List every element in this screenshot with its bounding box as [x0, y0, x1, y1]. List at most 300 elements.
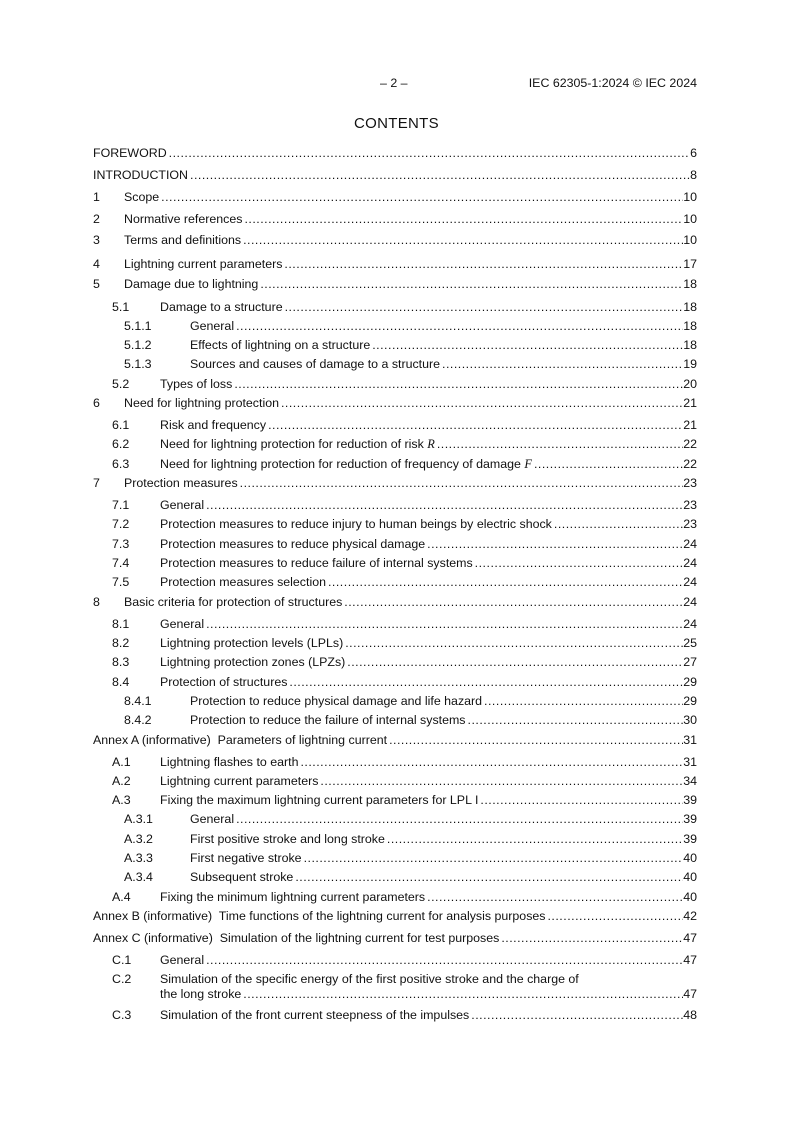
toc-entry-page: 17: [683, 257, 697, 271]
toc-entry-title: [124, 212, 242, 227]
toc-entry-title: [93, 931, 499, 946]
toc-entry-title-text: Scope: [124, 190, 160, 204]
toc-entry-body: [124, 396, 697, 411]
toc-entry-number: C.3: [112, 1008, 132, 1022]
dot-leader: [244, 212, 683, 227]
toc-entry-body: [160, 1008, 697, 1023]
dot-leader: [468, 713, 684, 728]
toc-entry-title-text: Lightning flashes to earth: [160, 755, 299, 769]
toc-entry-title: Simulation of the specific energy of the first positive stroke and the charge of: [160, 972, 579, 986]
toc-entry-title: [124, 476, 238, 491]
toc-entry-number: 2: [93, 212, 100, 226]
toc-entry-page: 27: [683, 655, 697, 669]
toc-entry-page: 23: [683, 476, 697, 490]
toc-entry-body: [160, 774, 697, 789]
toc-entry-title: [93, 168, 188, 183]
toc-entry[interactable]: [93, 168, 697, 183]
toc-entry-title: [160, 418, 266, 433]
toc-entry-body: [160, 437, 697, 452]
dot-leader: [240, 476, 684, 491]
toc-entry[interactable]: [93, 257, 697, 272]
toc-entry-body: [93, 733, 697, 748]
toc-entry-title: [160, 636, 343, 651]
toc-entry[interactable]: [93, 953, 697, 968]
toc-entry-page: 29: [683, 694, 697, 708]
toc-entry[interactable]: [93, 713, 697, 728]
toc-entry-page: 25: [683, 636, 697, 650]
page-number: – 2 –: [380, 76, 408, 90]
toc-entry[interactable]: [93, 755, 697, 770]
dot-leader: [243, 233, 683, 248]
toc-entry[interactable]: [93, 146, 697, 161]
toc-entry-body: [160, 537, 697, 552]
toc-entry-title-text: Fixing the maximum lightning current parameters for LPL I: [160, 793, 479, 807]
toc-entry-page: 24: [683, 617, 697, 631]
toc-entry-title: [124, 396, 279, 411]
toc-entry[interactable]: [93, 617, 697, 632]
toc-entry-number: 8: [93, 595, 100, 609]
toc-entry-title: [160, 755, 298, 770]
dot-leader: [161, 190, 683, 205]
toc-entry-body: [190, 694, 697, 709]
toc-entry-title-text: FOREWORD: [93, 146, 167, 160]
dot-leader: [169, 146, 690, 161]
toc-entry-title: [190, 832, 385, 847]
toc-entry-title-text: Types of loss: [160, 377, 233, 391]
toc-entry-title: [160, 617, 204, 632]
toc-entry-title-text: Protection measures to reduce physical damage: [160, 537, 426, 551]
toc-entry-body: [160, 457, 697, 472]
toc-entry-title-text: Need for lightning protection: [124, 396, 279, 410]
toc-entry-page: 39: [683, 832, 697, 846]
toc-entry-variable: R: [427, 437, 435, 451]
toc-entry-title: [124, 233, 241, 248]
toc-entry[interactable]: [93, 931, 697, 946]
toc-entry-number: 5.1.1: [124, 319, 152, 333]
toc-entry-body: [93, 931, 697, 946]
toc-entry[interactable]: [93, 636, 697, 651]
toc-entry[interactable]: [93, 377, 697, 392]
toc-entry-page: 8: [690, 168, 697, 182]
toc-entry-title-text: Annex C (informative) Simulation of the lightning current for test purposes: [93, 931, 500, 945]
toc-entry-body: [160, 755, 697, 770]
toc-entry[interactable]: [93, 832, 697, 847]
toc-entry-number: A.3.4: [124, 870, 153, 884]
toc-entry[interactable]: [93, 190, 697, 205]
toc-entry-title-text: General: [160, 617, 205, 631]
dot-leader: [320, 774, 683, 789]
toc-entry-title: [160, 774, 318, 789]
toc-entry-body: [124, 277, 697, 292]
toc-entry-body: [190, 319, 697, 334]
toc-entry[interactable]: [93, 694, 697, 709]
toc-entry-title: [160, 437, 435, 452]
toc-entry-page: 10: [683, 212, 697, 226]
toc-entry-title: [160, 498, 204, 513]
toc-entry-body: [93, 146, 697, 161]
toc-entry-title-text: Need for lightning protection for reduction of risk: [160, 437, 428, 451]
toc-entry-page: 39: [683, 793, 697, 807]
toc-entry-title: [160, 675, 287, 690]
toc-entry-body: [160, 890, 697, 905]
toc-entry-title-text: General: [160, 953, 205, 967]
toc-entry-page: 31: [683, 733, 697, 747]
toc-entry-body: [124, 257, 697, 272]
toc-entry-title: [160, 953, 204, 968]
toc-entry-number: 8.4: [112, 675, 130, 689]
toc-entry-title: [93, 733, 387, 748]
dot-leader: [284, 257, 683, 272]
toc-entry-title-text: Protection to reduce the failure of internal systems: [190, 713, 466, 727]
toc-entry-title: [160, 517, 552, 532]
toc-entry-body: [93, 168, 697, 183]
toc-entry[interactable]: [93, 793, 697, 808]
dot-leader: [480, 793, 683, 808]
toc-entry[interactable]: [93, 733, 697, 748]
toc-entry-title-text: Lightning protection levels (LPLs): [160, 636, 344, 650]
toc-entry-title-continued: the long stroke: [160, 987, 242, 1001]
dot-leader: [236, 812, 683, 827]
toc-entry-title-text: Lightning current parameters: [160, 774, 319, 788]
toc-entry-title-text: Effects of lightning on a structure: [190, 338, 371, 352]
toc-entry-body: [190, 338, 697, 353]
toc-entry[interactable]: [93, 418, 697, 433]
toc-entry-page: 48: [683, 1008, 697, 1022]
dot-leader: [328, 575, 683, 590]
toc-entry-page: 29: [683, 675, 697, 689]
dot-leader: [427, 537, 683, 552]
toc-entry-number: 7.5: [112, 575, 130, 589]
toc-entry-page: 47: [683, 987, 697, 1001]
toc-entry-number: 6: [93, 396, 100, 410]
dot-leader: [289, 675, 683, 690]
toc-entry-body: [160, 517, 697, 532]
dot-leader: [300, 755, 683, 770]
toc-entry[interactable]: [93, 277, 697, 292]
toc-entry-title-text: General: [160, 498, 205, 512]
toc-entry-title-text: INTRODUCTION: [93, 168, 188, 182]
dot-leader: [268, 418, 683, 433]
toc-entry-number: 5.1.3: [124, 357, 152, 371]
toc-entry-body: [160, 418, 697, 433]
toc-entry[interactable]: [93, 655, 697, 670]
toc-entry-title-text: Protection measures to reduce failure of internal systems: [160, 556, 473, 570]
toc-entry-body: [160, 498, 697, 513]
toc-entry-number: 5.1: [112, 300, 130, 314]
toc-entry-body: [124, 212, 697, 227]
dot-leader: [437, 437, 683, 452]
dot-leader: [554, 517, 683, 532]
toc-entry-page: 24: [683, 595, 697, 609]
toc-entry-title: [93, 909, 545, 924]
toc-entry-title: [160, 655, 345, 670]
toc-entry-title: [190, 713, 466, 728]
toc-entry[interactable]: [93, 870, 697, 885]
toc-entry-body: [160, 655, 697, 670]
toc-entry[interactable]: [93, 498, 697, 513]
toc-entry-body: [160, 575, 697, 590]
toc-entry-title-text: General: [190, 319, 235, 333]
toc-entry[interactable]: [93, 1008, 697, 1023]
toc-entry-title-text: Lightning protection zones (LPZs): [160, 655, 346, 669]
toc-entry-number: A.3.1: [124, 812, 153, 826]
dot-leader: [344, 595, 683, 610]
toc-entry-title: [160, 1008, 469, 1023]
toc-entry[interactable]: [93, 909, 697, 924]
toc-entry-number: 8.4.1: [124, 694, 152, 708]
toc-entry-page: 21: [683, 396, 697, 410]
toc-entry-page: 10: [683, 190, 697, 204]
toc-entry-page: 24: [683, 537, 697, 551]
toc-entry-title-text: Damage to a structure: [160, 300, 283, 314]
toc-entry-number: 3: [93, 233, 100, 247]
toc-entry-body: [160, 300, 697, 315]
toc-entry-title-text: Protection measures selection: [160, 575, 326, 589]
toc-entry[interactable]: [93, 972, 697, 1004]
toc-entry-page: 22: [683, 457, 697, 471]
toc-entry-number: 1: [93, 190, 100, 204]
dot-leader: [190, 168, 690, 183]
dot-leader: [484, 694, 683, 709]
toc-entry-number: 7: [93, 476, 100, 490]
toc-entry-page: 40: [683, 851, 697, 865]
toc-entry-page: 47: [683, 953, 697, 967]
toc-entry-title: [160, 377, 232, 392]
toc-entry-title-text: Terms and definitions: [124, 233, 242, 247]
dot-leader: [304, 851, 684, 866]
toc-entry-title-text: Lightning current parameters: [124, 257, 283, 271]
toc-entry-title: [160, 556, 473, 571]
toc-entry-page: 23: [683, 517, 697, 531]
toc-entry-number: 7.2: [112, 517, 130, 531]
toc-entry-body: [124, 476, 697, 491]
dot-leader: [234, 377, 683, 392]
dot-leader: [295, 870, 683, 885]
toc-entry-page: 47: [683, 931, 697, 945]
toc-entry-title-text: Protection measures to reduce injury to human beings by electric shock: [160, 517, 552, 531]
toc-entry-variable: F: [524, 457, 532, 471]
toc-entry-page: 18: [683, 277, 697, 291]
dot-leader: [347, 655, 683, 670]
toc-entry[interactable]: [93, 300, 697, 315]
toc-entry-body: [124, 233, 697, 248]
toc-entry-title: [160, 300, 283, 315]
toc-entry-number: 7.1: [112, 498, 130, 512]
toc-entry[interactable]: [93, 357, 697, 372]
toc-entry-page: 24: [683, 575, 697, 589]
toc-entry-title: [190, 338, 370, 353]
toc-entry[interactable]: [93, 675, 697, 690]
toc-entry[interactable]: [93, 556, 697, 571]
toc-entry-title: [124, 595, 342, 610]
toc-entry-title-text: Basic criteria for protection of structures: [124, 595, 343, 609]
toc-entry-page: 40: [683, 890, 697, 904]
toc-entry-body: [160, 793, 697, 808]
toc-entry-title-text: Simulation of the front current steepness of the impulses: [160, 1008, 470, 1022]
toc-entry-title: [190, 870, 293, 885]
toc-entry-page: 39: [683, 812, 697, 826]
toc-entry-number: A.2: [112, 774, 131, 788]
document-reference: IEC 62305-1:2024 © IEC 2024: [528, 76, 697, 90]
toc-entry-page: 42: [683, 909, 697, 923]
toc-entry-page: 18: [683, 300, 697, 314]
toc-entry-title: [160, 537, 425, 552]
toc-entry-page: 10: [683, 233, 697, 247]
toc-entry-title: [190, 694, 482, 709]
toc-entry-page: 19: [683, 357, 697, 371]
toc-entry[interactable]: [93, 517, 697, 532]
toc-entry-title: [124, 277, 258, 292]
toc-entry-page: 30: [683, 713, 697, 727]
dot-leader: [501, 931, 683, 946]
toc-entry-title-text: Protection measures: [124, 476, 238, 490]
toc-entry-title: [93, 146, 167, 161]
toc-entry[interactable]: [93, 774, 697, 789]
toc-entry-body: [190, 870, 697, 885]
toc-entry-page: 24: [683, 556, 697, 570]
toc-entry-number: C.1: [112, 953, 132, 967]
toc-entry-body: [160, 556, 697, 571]
toc-entry-body: [190, 851, 697, 866]
toc-entry-page: 22: [683, 437, 697, 451]
toc-entry-body: [160, 617, 697, 632]
toc-entry-number: A.3: [112, 793, 131, 807]
dot-leader: [206, 617, 683, 632]
toc-entry[interactable]: [93, 595, 697, 610]
toc-entry-title-text: Annex B (informative) Time functions of the lightning current for analysis purposes: [93, 909, 546, 923]
toc-entry-title: [190, 357, 440, 372]
dot-leader: [236, 319, 683, 334]
dot-leader: [471, 1008, 683, 1023]
toc-entry-title-text: Need for lightning protection for reduction of frequency of damage: [160, 457, 525, 471]
toc-entry-page: 40: [683, 870, 697, 884]
dot-leader: [534, 457, 683, 472]
toc-entry-number: 8.2: [112, 636, 130, 650]
toc-entry-body: [160, 636, 697, 651]
toc-entry-number: 4: [93, 257, 100, 271]
contents-title: CONTENTS: [354, 115, 439, 132]
dot-leader: [281, 396, 683, 411]
toc-entry-body: [160, 377, 697, 392]
toc-entry[interactable]: [93, 212, 697, 227]
toc-entry-page: 18: [683, 319, 697, 333]
toc-entry[interactable]: [93, 338, 697, 353]
toc-entry-title: [190, 851, 302, 866]
toc-entry-number: A.4: [112, 890, 131, 904]
toc-entry-title-text: Protection to reduce physical damage and life hazard: [190, 694, 483, 708]
toc-entry[interactable]: [93, 396, 697, 411]
toc-entry-body: [124, 190, 697, 205]
toc-entry-number: A.1: [112, 755, 131, 769]
toc-entry-body: [160, 972, 697, 1002]
toc-entry-title: [160, 890, 425, 905]
toc-entry-body: [190, 713, 697, 728]
dot-leader: [389, 733, 683, 748]
toc-entry-title-text: General: [190, 812, 235, 826]
toc-entry-number: 5: [93, 277, 100, 291]
toc-entry-page: 21: [683, 418, 697, 432]
toc-entry[interactable]: [93, 537, 697, 552]
toc-entry-body: [124, 595, 697, 610]
dot-leader: [206, 498, 683, 513]
toc-entry-title-text: Damage due to lightning: [124, 277, 259, 291]
toc-entry-body: [160, 675, 697, 690]
toc-entry-title: [160, 793, 478, 808]
toc-entry-number: 5.2: [112, 377, 130, 391]
toc-entry-body: [190, 832, 697, 847]
toc-entry-title-text: First negative stroke: [190, 851, 302, 865]
dot-leader: [285, 300, 684, 315]
toc-entry-title-text: First positive stroke and long stroke: [190, 832, 385, 846]
toc-entry-number: 8.1: [112, 617, 130, 631]
dot-leader: [475, 556, 684, 571]
toc-entry-number: 5.1.2: [124, 338, 152, 352]
toc-entry-title-text: Risk and frequency: [160, 418, 267, 432]
dot-leader: [345, 636, 683, 651]
toc-entry[interactable]: [93, 476, 697, 491]
toc-entry-page: 34: [683, 774, 697, 788]
dot-leader: [547, 909, 683, 924]
dot-leader: [206, 953, 683, 968]
toc-entry[interactable]: [93, 890, 697, 905]
toc-entry-number: 6.3: [112, 457, 130, 471]
toc-entry-page: 6: [690, 146, 697, 160]
toc-entry-number: 6.1: [112, 418, 130, 432]
toc-entry-title: [190, 812, 234, 827]
toc-entry-number: C.2: [112, 972, 132, 986]
toc-entry[interactable]: [93, 233, 697, 248]
dot-leader: [260, 277, 683, 292]
toc-entry[interactable]: [93, 812, 697, 827]
dot-leader: [243, 987, 683, 1002]
toc-entry[interactable]: [93, 319, 697, 334]
toc-entry-title-text: Annex A (informative) Parameters of lightning current: [93, 733, 388, 747]
toc-entry-number: A.3.2: [124, 832, 153, 846]
toc-entry-page: 31: [683, 755, 697, 769]
dot-leader: [442, 357, 683, 372]
toc-entry-page: 18: [683, 338, 697, 352]
toc-entry[interactable]: [93, 575, 697, 590]
toc-entry-page: 20: [683, 377, 697, 391]
toc-entry-number: 8.3: [112, 655, 130, 669]
toc-entry-body: [160, 953, 697, 968]
toc-entry-title: [124, 190, 159, 205]
toc-entry-title: [160, 575, 326, 590]
toc-entry-number: A.3.3: [124, 851, 153, 865]
dot-leader: [372, 338, 683, 353]
toc-entry-page: 23: [683, 498, 697, 512]
dot-leader: [387, 832, 683, 847]
toc-entry-title-text: Subsequent stroke: [190, 870, 294, 884]
toc-entry-number: 7.3: [112, 537, 130, 551]
toc-entry-title-text: Normative references: [124, 212, 243, 226]
toc-entry-title-text: Sources and causes of damage to a structure: [190, 357, 441, 371]
dot-leader: [427, 890, 683, 905]
toc-entry[interactable]: [93, 437, 697, 452]
toc-entry[interactable]: [93, 851, 697, 866]
toc-entry-title-text: Protection of structures: [160, 675, 288, 689]
toc-entry-body: [190, 812, 697, 827]
toc-entry-title-text: Fixing the minimum lightning current parameters: [160, 890, 426, 904]
toc-entry[interactable]: [93, 457, 697, 472]
toc-entry-title: [160, 457, 532, 472]
toc-entry-number: 7.4: [112, 556, 130, 570]
toc-entry-title: [190, 319, 234, 334]
toc-entry-number: 6.2: [112, 437, 130, 451]
toc-entry-number: 8.4.2: [124, 713, 152, 727]
toc-entry-body: [93, 909, 697, 924]
toc-entry-title: [124, 257, 282, 272]
